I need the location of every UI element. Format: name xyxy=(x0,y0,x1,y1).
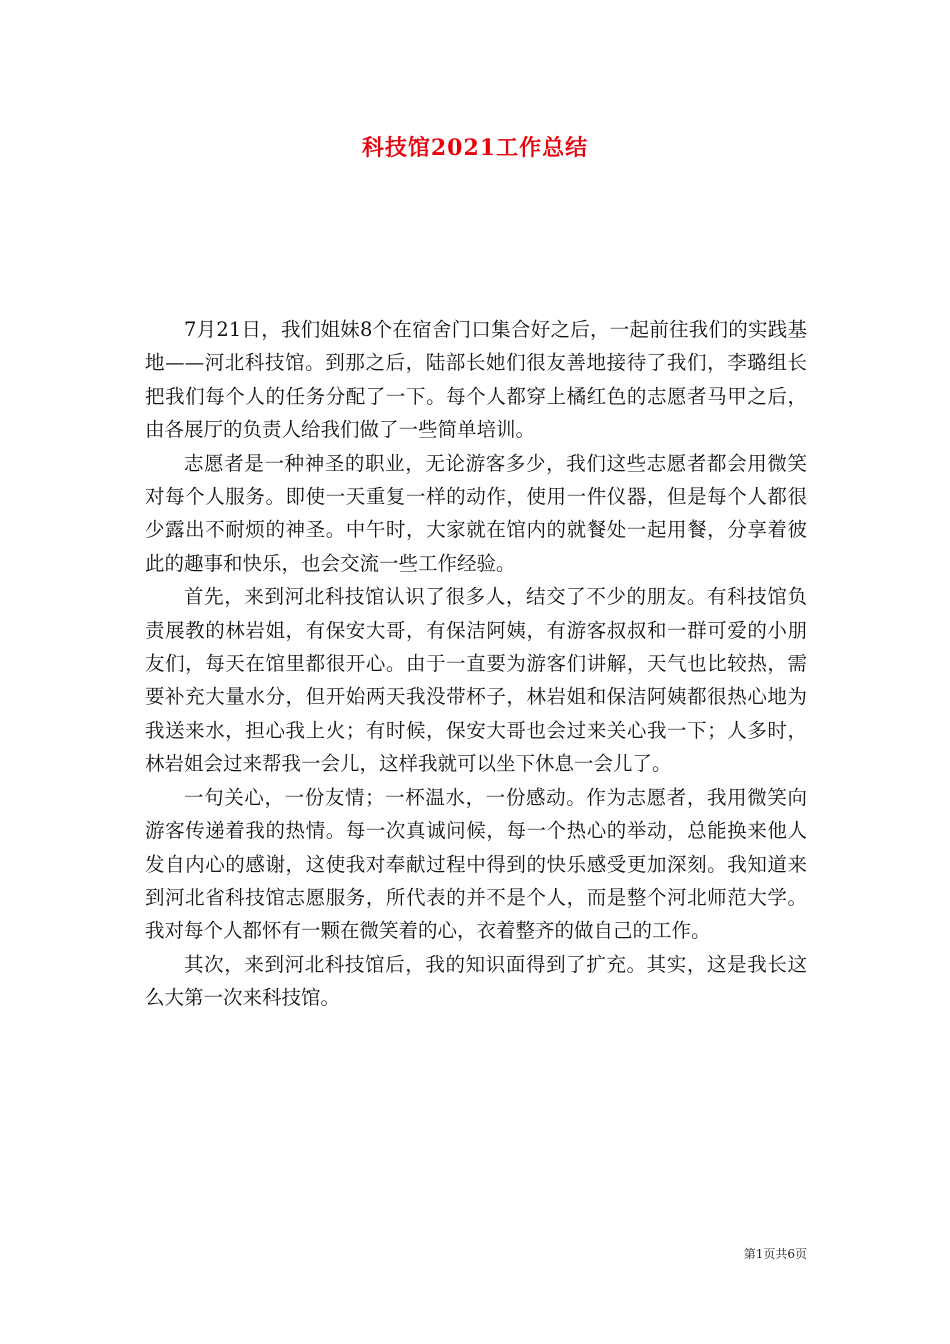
paragraph-3: 首先，来到河北科技馆认识了很多人，结交了不少的朋友。有科技馆负责展教的林岩姐，有保安大哥，有保洁阿姨，有游客叔叔和一群可爱的小朋友们，每天在馆里都很开心。由于一直要为游客们讲解，天气也比较热，需要补充大量水分，但开始两天我没带杯子，林岩姐和保洁阿姨都很热心地为我送来水，担心我上火；有时候，保安大哥也会过来关心我一下；人多时，林岩姐会过来帮我一会儿，这样我就可以坐下休息一会儿了。 xyxy=(145,585,807,776)
paragraph-5: 其次，来到河北科技馆后，我的知识面得到了扩充。其实，这是我长这么大第一次来科技馆。 xyxy=(145,952,807,1010)
paragraph-1: 7月21日，我们姐妹8个在宿舍门口集合好之后，一起前往我们的实践基地——河北科技馆。到那之后，陆部长她们很友善地接待了我们，李璐组长把我们每个人的任务分配了一下。每个人都穿上橘红色的志愿者马甲之后，由各展厅的负责人给我们做了一些简单培训。 xyxy=(145,318,807,442)
article-body xyxy=(145,313,807,1015)
paragraph-2: 志愿者是一种神圣的职业，无论游客多少，我们这些志愿者都会用微笑对每个人服务。即使一天重复一样的动作，使用一件仪器，但是每个人都很少露出不耐烦的神圣。中午时，大家就在馆内的就餐处一起用餐，分享着彼此的趣事和快乐，也会交流一些工作经验。 xyxy=(145,451,807,575)
document-title: 科技馆2021工作总结 xyxy=(361,135,589,161)
page-number: 第1页共6页 xyxy=(743,1247,807,1261)
paragraph-4: 一句关心，一份友情；一杯温水，一份感动。作为志愿者，我用微笑向游客传递着我的热情。每一次真诚问候，每一个热心的举动，总能换来他人发自内心的感谢，这使我对奉献过程中得到的快乐感受更加深刻。我知道来到河北省科技馆志愿服务，所代表的并不是个人，而是整个河北师范大学。我对每个人都怀有一颗在微笑着的心，衣着整齐的做自己的工作。 xyxy=(145,785,807,943)
